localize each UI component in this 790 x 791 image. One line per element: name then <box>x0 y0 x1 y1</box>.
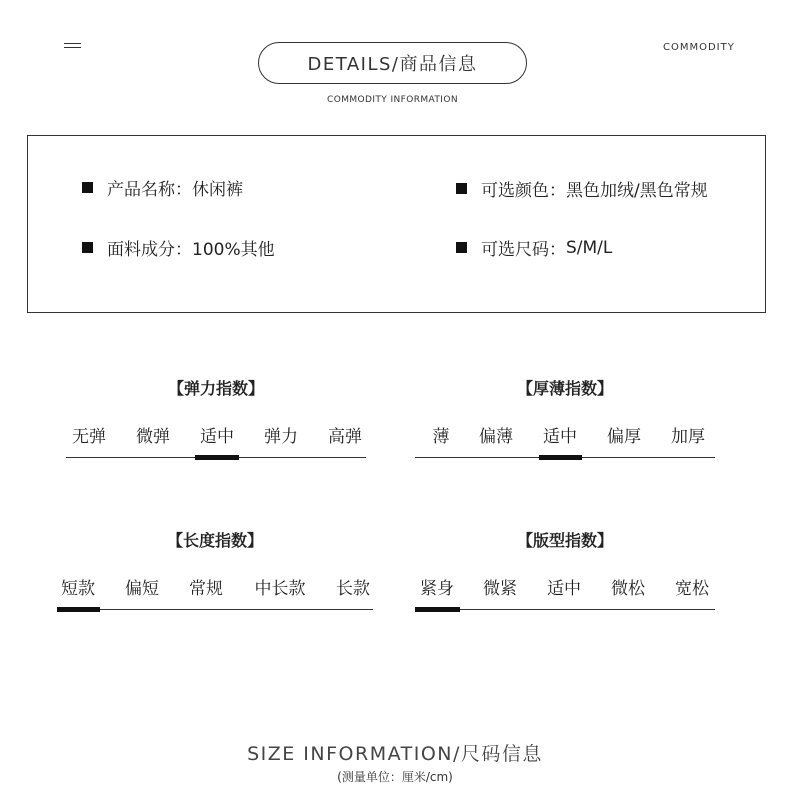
thickness-option: 薄 <box>432 427 450 447</box>
length-option: 偏短 <box>125 579 159 599</box>
elasticity-selected-marker <box>195 455 239 460</box>
detail-label: 可选尺码 <box>481 240 549 260</box>
thickness-option: 加厚 <box>671 427 705 447</box>
elasticity-option: 微弹 <box>136 427 170 447</box>
details-title-badge <box>258 42 527 84</box>
detail-label: 面料成分 <box>107 240 175 260</box>
fit-option-selected: 紧身 <box>420 579 454 599</box>
elasticity-option: 无弹 <box>72 427 106 447</box>
square-bullet-icon <box>82 242 93 253</box>
length-option-selected: 短款 <box>61 579 95 599</box>
fit-selected-marker <box>415 607 460 612</box>
length-selected-marker <box>57 607 100 612</box>
thickness-option-selected: 适中 <box>543 427 577 447</box>
length-option: 常规 <box>189 579 223 599</box>
fit-index-title: 【版型指数】 <box>516 531 613 550</box>
thickness-index-title: 【厚薄指数】 <box>516 379 613 398</box>
detail-value: 黑色加绒/黑色常规 <box>566 181 708 201</box>
fit-scale-line <box>415 609 715 610</box>
elasticity-option: 高弹 <box>328 427 362 447</box>
size-unit-note: (测量单位：厘米/cm) <box>337 770 453 784</box>
detail-fabric: 面料成分 ： 100%其他 <box>82 235 275 260</box>
commodity-label: COMMODITY <box>663 42 735 53</box>
length-index-title: 【长度指数】 <box>166 531 263 550</box>
elasticity-index-title: 【弹力指数】 <box>167 379 264 398</box>
details-box <box>27 135 766 313</box>
detail-product-name: 产品名称 ： 休闲裤 <box>82 175 243 200</box>
length-option: 中长款 <box>254 579 306 599</box>
detail-value: S/M/L <box>566 237 613 258</box>
fit-option: 适中 <box>547 579 581 599</box>
fit-option: 宽松 <box>675 579 709 599</box>
size-information-title: SIZE INFORMATION/尺码信息 <box>247 743 543 765</box>
details-title: DETAILS/商品信息 <box>307 54 478 75</box>
elasticity-option-selected: 适中 <box>200 427 234 447</box>
detail-label: 产品名称 <box>107 180 175 200</box>
square-bullet-icon <box>456 183 467 194</box>
length-scale-line <box>57 609 373 610</box>
fit-option: 微松 <box>611 579 645 599</box>
square-bullet-icon <box>82 182 93 193</box>
thickness-option: 偏薄 <box>479 427 513 447</box>
thickness-option: 偏厚 <box>607 427 641 447</box>
detail-value: 休闲裤 <box>192 180 243 200</box>
fit-option: 微紧 <box>483 579 517 599</box>
details-subtitle: COMMODITY INFORMATION <box>327 95 458 105</box>
detail-label: 可选颜色 <box>481 181 549 201</box>
detail-colors: 可选颜色 ： 黑色加绒/黑色常规 <box>456 176 708 201</box>
detail-sizes: 可选尺码 ： S/M/L <box>456 235 612 260</box>
elasticity-option: 弹力 <box>264 427 298 447</box>
length-option: 长款 <box>336 579 370 599</box>
hamburger-icon[interactable] <box>64 43 81 48</box>
detail-value: 100%其他 <box>192 240 275 260</box>
thickness-selected-marker <box>539 455 582 460</box>
square-bullet-icon <box>456 242 467 253</box>
